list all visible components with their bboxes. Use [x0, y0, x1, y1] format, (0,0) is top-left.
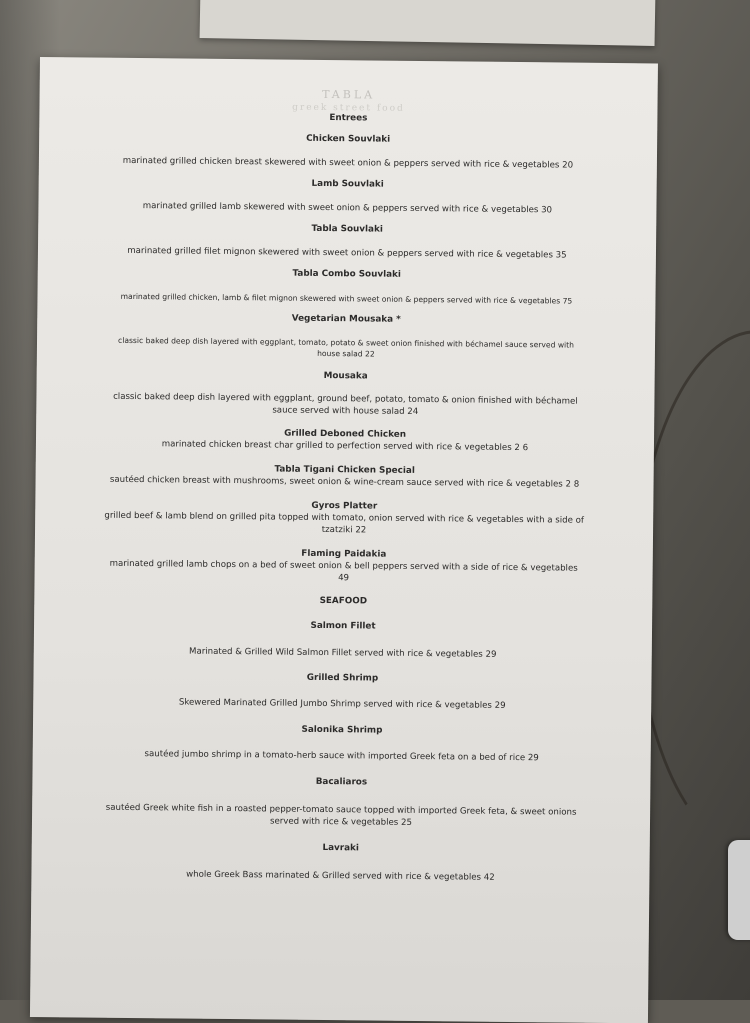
item-description: classic baked deep dish layered with eggplant, ground beef, potato, tomato & onion finished with béchamel	[113, 391, 578, 407]
item-description: marinated grilled chicken breast skewered with sweet onion & peppers served with rice & vegetables 20	[122, 155, 574, 171]
item-description: Skewered Marinated Grilled Jumbo Shrimp served with rice & vegetables 29	[178, 697, 506, 711]
item-description-cont: house salad 22	[317, 348, 375, 359]
item-name: Flaming Paidakia	[301, 548, 387, 560]
item-description: whole Greek Bass marinated & Grilled served with rice & vegetables 42	[186, 869, 495, 883]
ghost-tagline: greek street food	[292, 102, 405, 114]
ghost-restaurant-name: TABLA	[322, 87, 376, 102]
entrees-heading: Entrees	[329, 113, 368, 124]
item-name: Grilled Shrimp	[306, 672, 379, 684]
item-name: Salonika Shrimp	[301, 724, 383, 736]
item-name: Bacaliaros	[315, 776, 368, 788]
item-name: Gyros Platter	[311, 500, 378, 512]
item-description-cont: 49	[338, 573, 350, 584]
item-name: Chicken Souvlaki	[306, 133, 391, 145]
background-paper-sheet	[200, 0, 656, 46]
item-name: Salmon Fillet	[310, 620, 376, 632]
item-name: Grilled Deboned Chicken	[284, 428, 407, 440]
item-name: Tabla Combo Souvlaki	[292, 268, 401, 280]
item-name: Vegetarian Mousaka *	[291, 313, 401, 325]
item-description-cont: served with rice & vegetables 25	[269, 816, 413, 828]
item-description: marinated grilled lamb skewered with sweet onion & peppers served with rice & vegetables 30	[142, 201, 553, 216]
seafood-heading: SEAFOOD	[319, 595, 368, 607]
item-description: Marinated & Grilled Wild Salmon Fillet served with rice & vegetables 29	[189, 646, 497, 660]
item-name: Lamb Souvlaki	[311, 178, 384, 190]
item-name: Tabla Tigani Chicken Special	[274, 464, 415, 476]
item-name: Lavraki	[322, 843, 359, 854]
item-description-cont: sauce served with house salad 24	[272, 405, 419, 417]
menu-sheet	[30, 57, 658, 1023]
item-description: marinated grilled chicken, lamb & filet mignon skewered with sweet onion & peppers served with rice & vegetables 75	[120, 291, 573, 306]
item-description-cont: tzatziki 22	[321, 524, 367, 536]
item-name: Tabla Souvlaki	[311, 223, 383, 235]
item-description: grilled beef & lamb blend on grilled pita topped with tomato, onion served with rice & vegetables with a side of	[104, 510, 584, 526]
item-description: marinated chicken breast char grilled to perfection served with rice & vegetables 2 6	[161, 439, 529, 454]
white-object-edge	[728, 840, 750, 940]
item-name: Mousaka	[323, 370, 368, 382]
item-description: sautéed chicken breast with mushrooms, sweet onion & wine-cream sauce served with rice & vegetables 2 8	[109, 474, 580, 490]
item-description: marinated grilled filet mignon skewered with sweet onion & peppers served with rice & vegetables 35	[127, 245, 567, 261]
item-description: classic baked deep dish layered with eggplant, tomato, potato & sweet onion finished with béchamel sauce served with	[118, 335, 575, 350]
item-description: sautéed Greek white fish in a roasted pepper-tomato sauce topped with imported Greek feta, & sweet onions	[105, 802, 577, 818]
item-description: sautéed jumbo shrimp in a tomato-herb sauce with imported Greek feta on a bed of rice 29	[144, 749, 539, 764]
item-description: marinated grilled lamb chops on a bed of sweet onion & bell peppers served with a side of rice & vegetables	[109, 558, 578, 574]
